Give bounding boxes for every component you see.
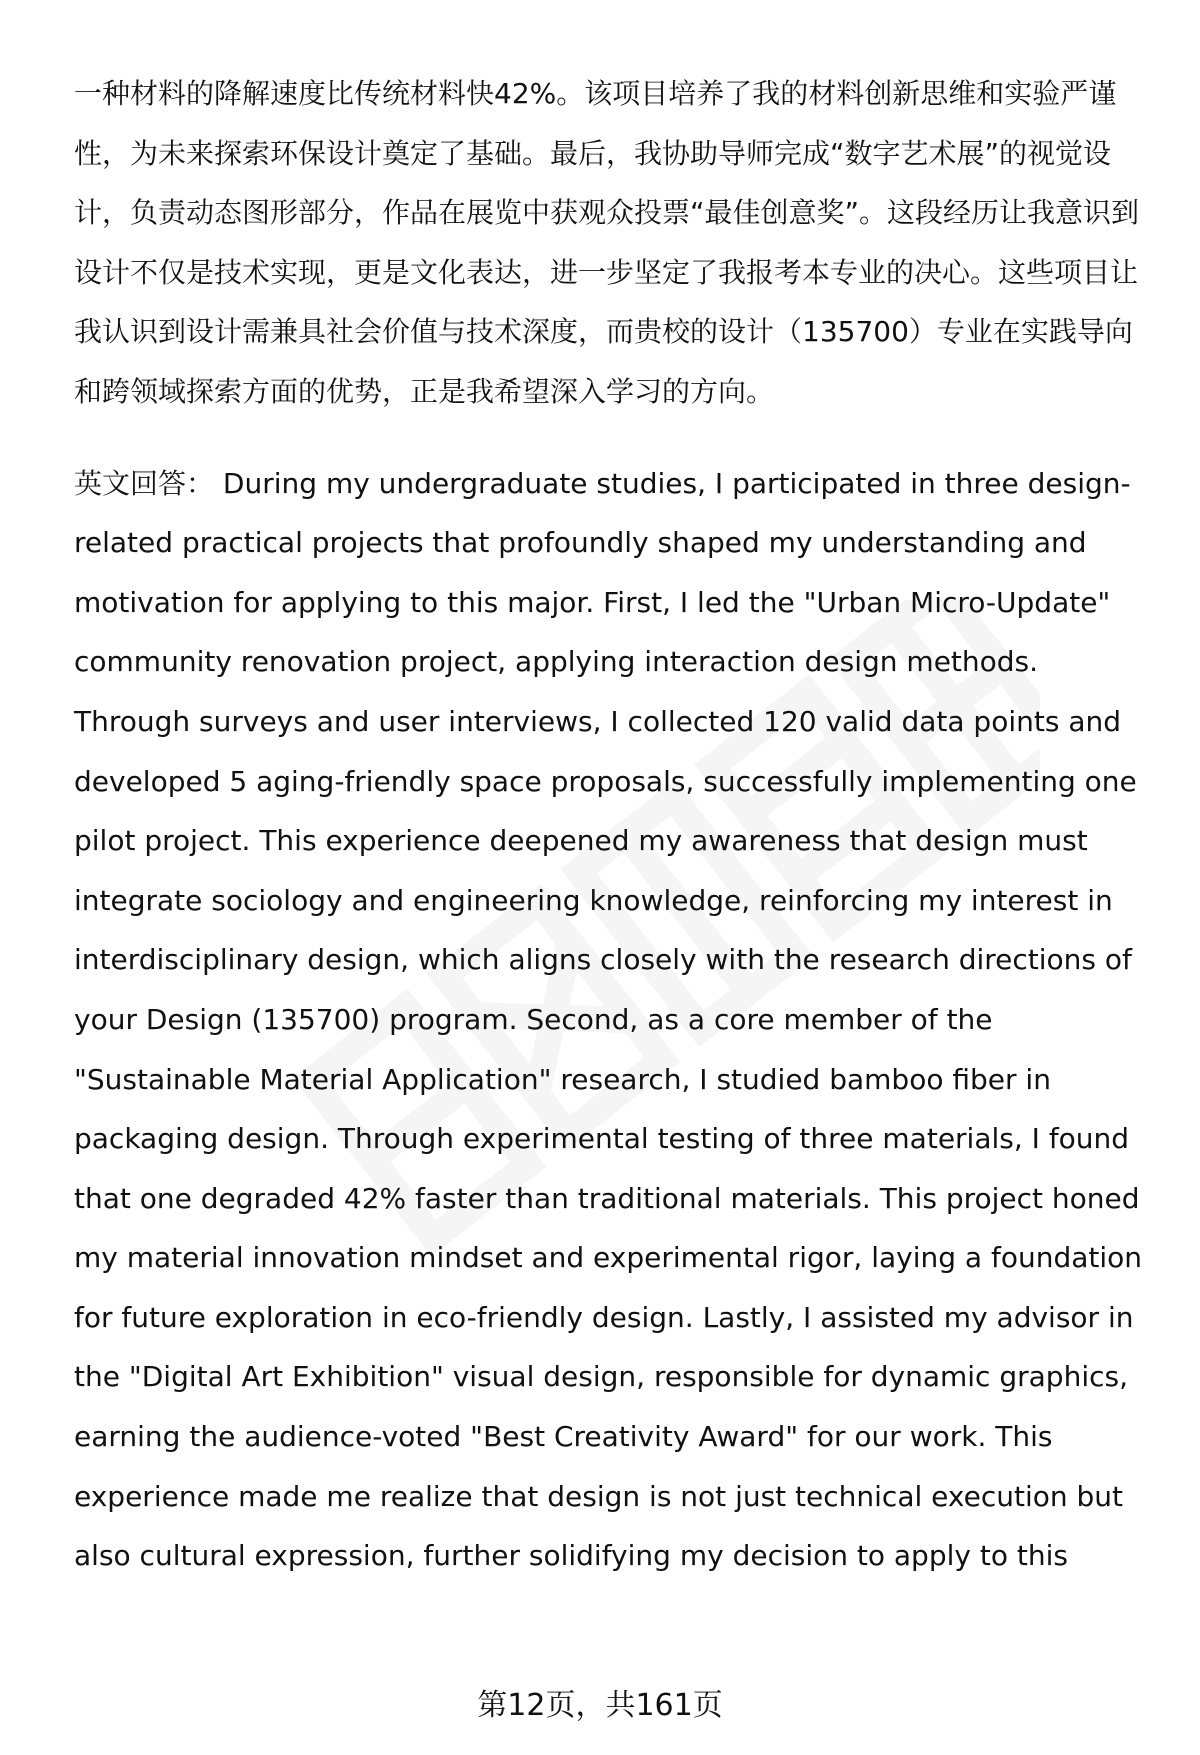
page-number-footer: 第12页，共161页 bbox=[477, 1688, 723, 1723]
english-answer-paragraph bbox=[74, 454, 1154, 1586]
english-answer-label: 英文回答： bbox=[74, 466, 215, 500]
chinese-answer-paragraph: 一种材料的降解速度比传统材料快42%。该项目培养了我的材料创新思维和实验严谨性，为未来探索环保设计奠定了基础。最后，我协助导师完成“数字艺术展”的视觉设计，负责动态图形部分，作品在展览中获观众投票“最佳创意奖”。这段经历让我意识到设计不仅是技术实现，更是文化表达，进一步坚定了我报考本专业的决心。这些项目让我认识到设计需兼具社会价值与技术深度，而贵校的设计（135700）专业在实践导向和跨领域探索方面的优势，正是我希望深入学习的方向。 bbox=[74, 77, 1140, 408]
document-body bbox=[74, 64, 1154, 1586]
english-answer-text: During my undergraduate studies, I participated in three design-related practical projects that profoundly shaped my understanding and motivation for applying to this major. First, I led the "Urban Micro-Update" community renovation project, applying interaction design methods. Through surveys and user interviews, I collected 120 valid data points and developed 5 aging-friendly space proposals, successfully implementing one pilot project. This experience deepened my awareness that design must integrate sociology and engineering knowledge, reinforcing my interest in interdisciplinary design, which aligns closely with the research directions of your Design (135700) program. Second, as a core member of the "Sustainable Material Application" research, I studied bamboo fiber in packaging design. Through experimental testing of three materials, I found that one degraded 42% faster than traditional materials. This project honed my material innovation mindset and experimental rigor, laying a foundation for future exploration in eco-friendly design. Lastly, I assisted my advisor in the "Digital Art Exhibition" visual design, responsible for dynamic graphics, earning the audience-voted "Best Creativity Award" for our work. This experience made me realize that design is not just technical execution but also cultural expression, further solidifying my decision to apply to this bbox=[74, 466, 1143, 1573]
